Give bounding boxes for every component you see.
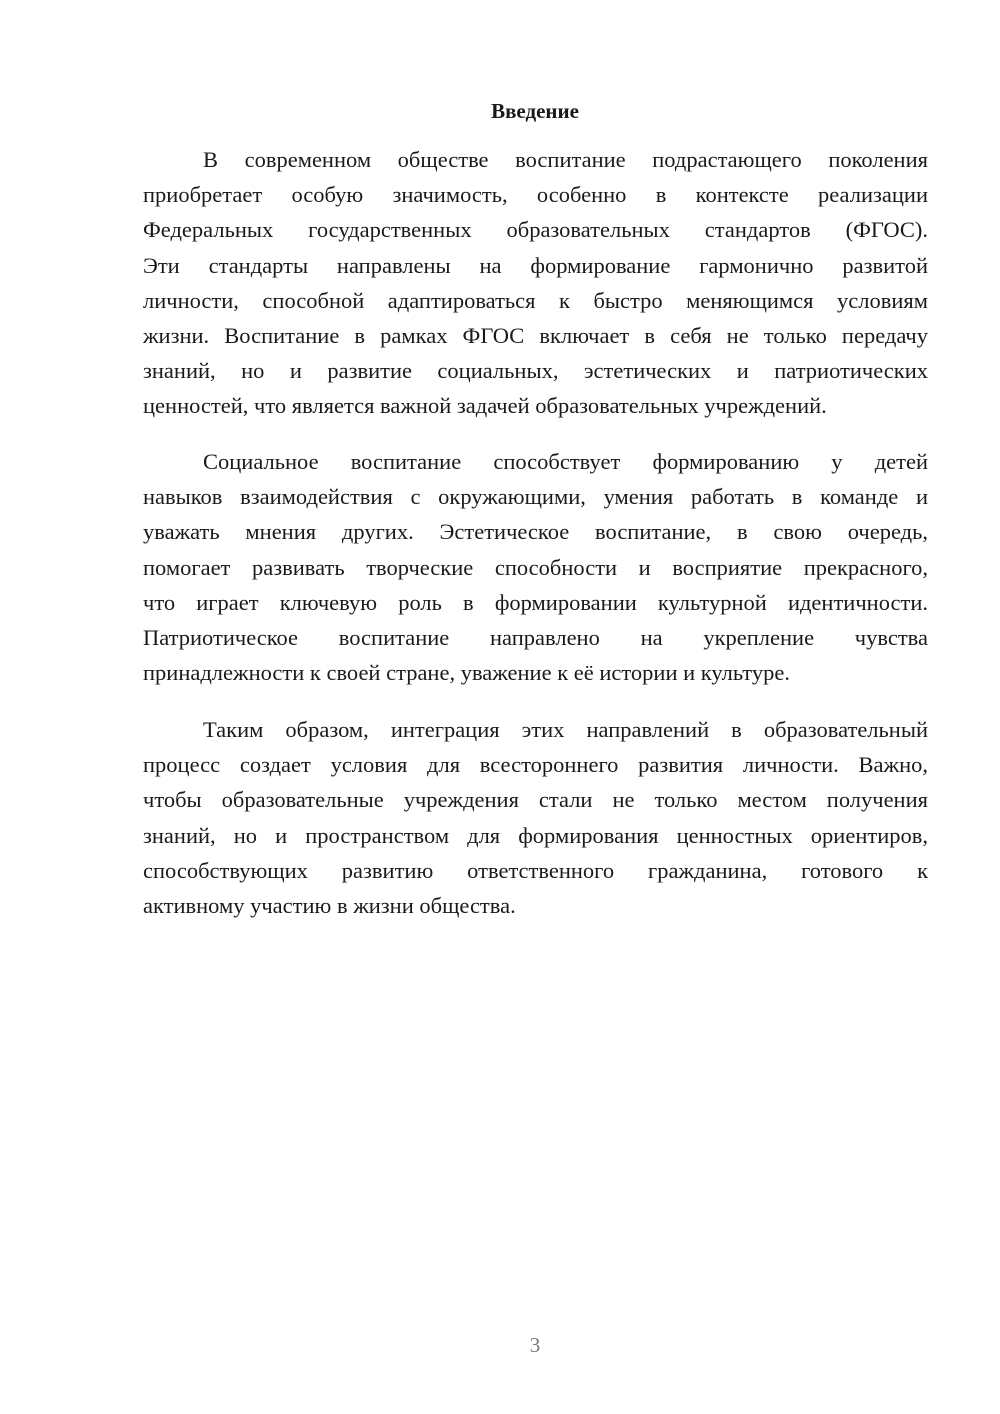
text-line: Эти стандарты направлены на формирование гармонично развитой [143, 252, 928, 278]
text-line: уважать мнения других. Эстетическое воспитание, в свою очередь, [143, 519, 928, 545]
text-line: Федеральных государственных образовательных стандартов (ФГОС). [143, 217, 928, 243]
text-line: ценностей, что является важной задачей образовательных учреждений. [143, 393, 827, 419]
text-line: чтобы образовательные учреждения стали не только местом получения [143, 787, 928, 813]
text-line: помогает развивать творческие способности и восприятие прекрасного, [143, 554, 928, 580]
text-line: Социальное воспитание способствует формированию у детей [203, 449, 928, 474]
paragraph-3 [143, 712, 928, 923]
text-line: В современном обществе воспитание подрастающего поколения [203, 147, 928, 172]
text-line: процесс создает условия для всестороннего развития личности. Важно, [143, 752, 928, 778]
text-line: приобретает особую значимость, особенно в контексте реализации [143, 182, 928, 208]
text-line: Патриотическое воспитание направлено на укрепление чувства [143, 624, 928, 650]
text-line: активному участию в жизни общества. [143, 892, 516, 918]
paragraph-1 [143, 142, 928, 424]
text-line: что играет ключевую роль в формировании культурной идентичности. [143, 589, 928, 615]
text-line: личности, способной адаптироваться к быстро меняющимся условиям [143, 287, 928, 313]
text-line: знаний, но и развитие социальных, эстетических и патриотических [143, 358, 928, 384]
section-title: Введение [491, 99, 579, 123]
text-line: знаний, но и пространством для формирования ценностных ориентиров, [143, 822, 928, 848]
text-line: жизни. Воспитание в рамках ФГОС включает в себя не только передачу [143, 322, 928, 348]
page-number: 3 [529, 1333, 541, 1357]
text-line: принадлежности к своей стране, уважение к её истории и культуре. [143, 660, 790, 686]
paragraph-2 [143, 444, 928, 690]
text-line: способствующих развитию ответственного гражданина, готового к [143, 857, 928, 883]
text-line: Таким образом, интеграция этих направлений в образовательный [203, 717, 928, 742]
text-line: навыков взаимодействия с окружающими, умения работать в команде и [143, 484, 928, 510]
